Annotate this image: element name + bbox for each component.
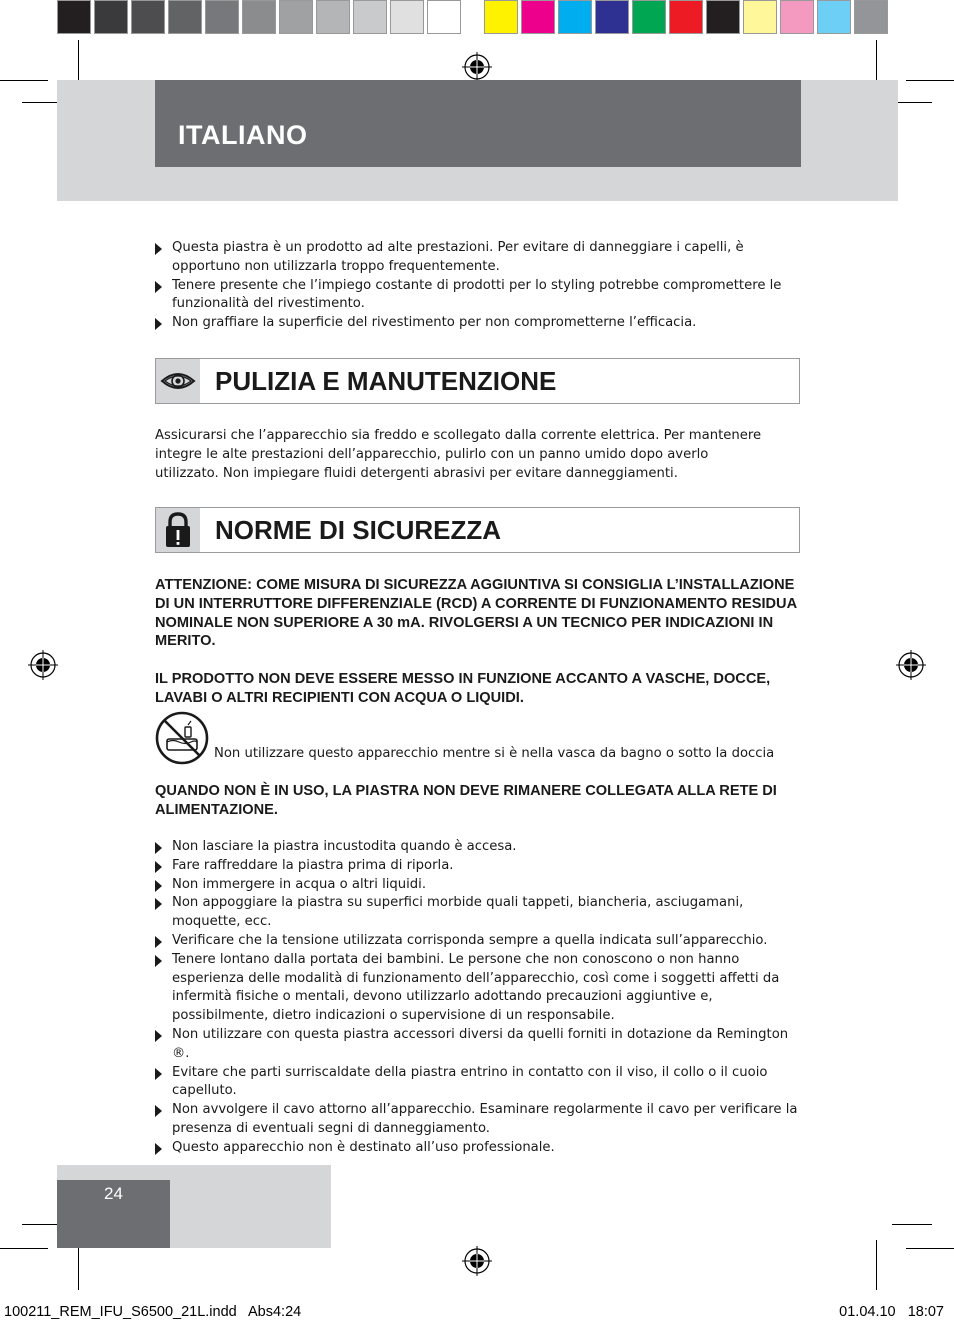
bullet-arrow-icon xyxy=(155,936,162,948)
list-item-text: Tenere presente che l’impiego costante di prodotti per lo styling potrebbe compromettere le funzionalità del rivestimento. xyxy=(172,277,782,312)
section-title: PULIZIA E MANUTENZIONE xyxy=(215,366,557,396)
grayscale-swatch-4 xyxy=(205,0,239,34)
grayscale-swatch-10 xyxy=(427,0,461,34)
bullet-arrow-icon xyxy=(155,880,162,892)
grayscale-swatch-7 xyxy=(316,0,350,34)
grayscale-swatch-6 xyxy=(279,0,313,34)
intro-bullets xyxy=(155,239,800,333)
bullet-arrow-icon xyxy=(155,281,162,293)
lock-warning-icon xyxy=(156,508,200,552)
bullet-arrow-icon xyxy=(155,1105,162,1117)
list-item xyxy=(155,932,800,951)
grayscale-swatch-2 xyxy=(131,0,165,34)
grayscale-swatch-9 xyxy=(390,0,424,34)
list-item-text: Non utilizzare con questa piastra accessori diversi da quelli forniti in dotazione da Remington ®. xyxy=(172,1026,789,1061)
list-item-text: Tenere lontano dalla portata dei bambini. Le persone che non conoscono o non hanno esperienza delle modalità di funzionamento dell’apparecchio, così come i soggetti affetti da infermità fisiche o mentali, devono utilizzarlo adottando precauzioni aggiuntive e, possibilmente, dietro indicazioni o supervisione di un responsabile. xyxy=(172,951,780,1024)
registration-mark-icon xyxy=(462,1246,492,1276)
bullet-arrow-icon xyxy=(155,842,162,854)
list-item xyxy=(155,894,800,932)
list-item-text: Non lasciare la piastra incustodita quando è accesa. xyxy=(172,839,517,854)
list-item-text: Questo apparecchio non è destinato all’uso professionale. xyxy=(172,1139,555,1155)
process-swatch-10 xyxy=(854,0,888,34)
bullet-arrow-icon xyxy=(155,955,162,967)
crop-mark xyxy=(22,1224,62,1225)
page-title: ITALIANO xyxy=(178,120,308,150)
date-slug: 01.04.10 18:07 xyxy=(839,1304,944,1320)
list-item xyxy=(155,314,800,333)
no-bath-icon xyxy=(155,711,209,765)
process-swatch-2 xyxy=(558,0,592,34)
bullet-arrow-icon xyxy=(155,1030,162,1042)
process-swatch-4 xyxy=(632,0,666,34)
warning-unplug: QUANDO NON È IN USO, LA PIASTRA NON DEVE RIMANERE COLLEGATA ALLA RETE DI ALIMENTAZIONE. xyxy=(155,783,777,818)
list-item xyxy=(155,1101,800,1139)
crop-mark xyxy=(0,80,48,81)
registration-mark-icon xyxy=(28,650,58,680)
list-item-text: Questa piastra è un prodotto ad alte prestazioni. Per evitare di danneggiare i capelli, è opportuno non utilizzarla troppo frequentemente. xyxy=(172,240,744,274)
crop-mark xyxy=(0,1248,48,1249)
page-number: 24 xyxy=(104,1184,123,1203)
warning-rcd: ATTENZIONE: COME MISURA DI SICUREZZA AGGIUNTIVA SI CONSIGLIA L’INSTALLAZIONE DI UN INTERRUTTORE DIFFERENZIALE (RCD) A CORRENTE DI FUNZIONAMENTO RESIDUA NOMINALE NON SUPERIORE A 30 mA. RIVOLGERSI A UN TECNICO PER INDICAZIONI IN MERITO. xyxy=(155,577,797,650)
list-item-text: Verificare che la tensione utilizzata corrisponda sempre a quella indicata sull’apparecchio. xyxy=(172,932,768,948)
grayscale-color-bar xyxy=(57,0,464,38)
crop-mark xyxy=(892,1224,932,1225)
list-item xyxy=(155,239,800,277)
grayscale-swatch-0 xyxy=(57,0,91,34)
crop-mark xyxy=(906,80,954,81)
process-swatch-5 xyxy=(669,0,703,34)
eye-icon xyxy=(156,359,200,403)
list-item-text: Non avvolgere il cavo attorno all’apparecchio. Esaminare regolarmente il cavo per verificare la presenza di eventuali segni di danneggiamento. xyxy=(172,1102,798,1136)
grayscale-swatch-1 xyxy=(94,0,128,34)
process-swatch-3 xyxy=(595,0,629,34)
list-item xyxy=(155,1139,800,1158)
bullet-arrow-icon xyxy=(155,861,162,873)
process-swatch-8 xyxy=(780,0,814,34)
process-swatch-9 xyxy=(817,0,851,34)
list-item xyxy=(155,951,800,1026)
list-item xyxy=(155,876,800,895)
list-item xyxy=(155,857,800,876)
crop-mark xyxy=(906,1248,954,1249)
bullet-arrow-icon xyxy=(155,243,162,255)
registration-mark-icon xyxy=(896,650,926,680)
bullet-arrow-icon xyxy=(155,1143,162,1155)
process-swatch-1 xyxy=(521,0,555,34)
list-item xyxy=(155,1064,800,1102)
process-swatch-6 xyxy=(706,0,740,34)
list-item-text: Non graffiare la superficie del rivestimento per non comprometterne l’efficacia. xyxy=(172,315,697,331)
file-slug: 100211_REM_IFU_S6500_21L.indd Abs4:24 xyxy=(4,1304,302,1320)
list-item-text: Non appoggiare la piastra su superfici morbide quali tappeti, biancheria, asciugamani, moquette, ecc. xyxy=(172,895,744,930)
process-color-bar xyxy=(484,0,891,38)
grayscale-swatch-3 xyxy=(168,0,202,34)
crop-mark xyxy=(876,1240,877,1290)
list-item xyxy=(155,1026,800,1064)
list-item xyxy=(155,838,800,857)
list-item-text: Fare raffreddare la piastra prima di riporla. xyxy=(172,857,454,873)
grayscale-swatch-5 xyxy=(242,0,276,34)
list-item xyxy=(155,277,800,315)
grayscale-swatch-8 xyxy=(353,0,387,34)
warning-water: IL PRODOTTO NON DEVE ESSERE MESSO IN FUNZIONE ACCANTO A VASCHE, DOCCE, LAVABI O ALTRI RECIPIENTI CON ACQUA O LIQUIDI. xyxy=(155,671,771,706)
registration-mark-icon xyxy=(462,52,492,82)
no-bath-caption: Non utilizzare questo apparecchio mentre si è nella vasca da bagno o sotto la doccia xyxy=(214,746,775,761)
list-item-text: Evitare che parti surriscaldate della piastra entrino in contatto con il viso, il collo o il cuoio capelluto. xyxy=(172,1064,768,1099)
crop-mark xyxy=(892,102,932,103)
process-swatch-7 xyxy=(743,0,777,34)
process-swatch-0 xyxy=(484,0,518,34)
list-item-text: Non immergere in acqua o altri liquidi. xyxy=(172,876,427,892)
bullet-arrow-icon xyxy=(155,898,162,910)
cleaning-paragraph: Assicurarsi che l’apparecchio sia freddo e scollegato dalla corrente elettrica. Per mantenere integre le alte prestazioni dell’apparecchio, pulirlo con un panno umido dopo averlo utilizzato. Non impiegare fluidi detergenti abrasivi per evitare danneggiamenti. xyxy=(155,428,762,481)
section-title: NORME DI SICUREZZA xyxy=(215,515,501,545)
bullet-arrow-icon xyxy=(155,1068,162,1080)
section-header-cleaning xyxy=(155,358,800,404)
crop-mark xyxy=(22,102,62,103)
safety-bullets xyxy=(155,838,800,1158)
section-header-safety xyxy=(155,507,800,553)
bullet-arrow-icon xyxy=(155,318,162,330)
